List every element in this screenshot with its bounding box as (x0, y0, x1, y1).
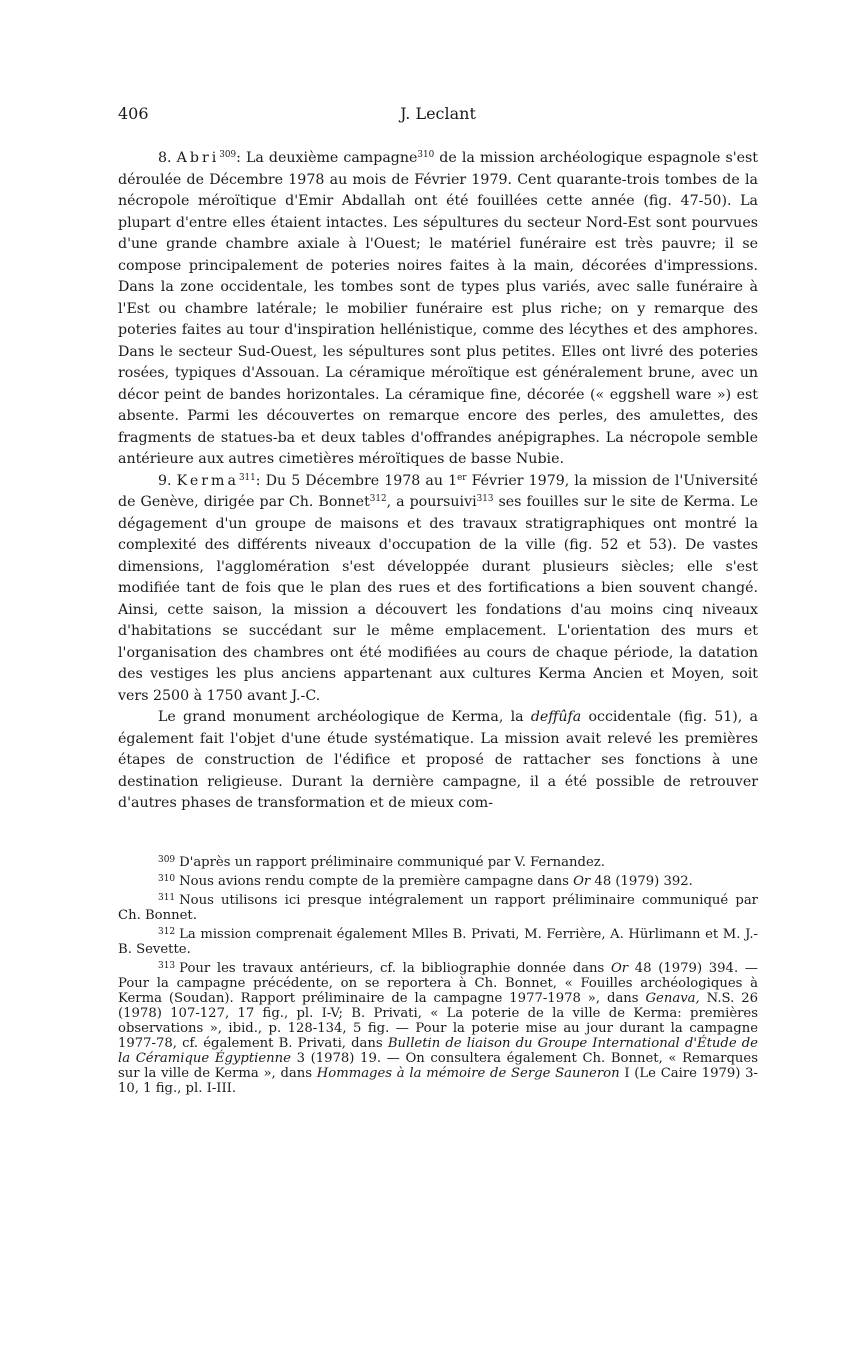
footnote-number: 310 (158, 873, 176, 884)
paragraph-text: : Du 5 Décembre 1978 au 1 (255, 472, 458, 489)
paragraph-text: : La deuxième campagne (236, 150, 418, 166)
footnote-text: 3 (1978) 19. — On consultera également Ch. Bonnet, « Remarques sur la ville de Kerma », dans (118, 1050, 758, 1081)
footnote-312 (118, 927, 758, 957)
footnote-ref-310: 310 (417, 150, 435, 161)
site-name-abri: Abri (176, 150, 220, 166)
paragraph-text: Le grand monument archéologique de Kerma, la (158, 709, 531, 725)
site-name-kerma: Kerma (176, 472, 239, 489)
footnote-text: Nous utilisons ici presque intégralement un rapport préliminaire communiqué par Ch. Bonnet. (118, 892, 758, 923)
ordinal-suffix: er (457, 472, 467, 483)
term-deffufa: deffûfa (530, 709, 582, 725)
footnote-ref-309: 309 (219, 150, 237, 161)
footnote-text: Nous avions rendu compte de la première campagne dans (179, 873, 574, 889)
page (118, 104, 758, 1096)
footnote-313 (118, 961, 758, 1096)
paragraph-text: de la mission archéologique espagnole s'est déroulée de Décembre 1978 au mois de Février 1979. Cent quarante-trois tombes de la nécropole méroïtique d'Emir Abdallah ont été fouillées cette année (fig. 47-50). La plupart d'entre elles étaient intactes. Les sépultures du secteur Nord-Est sont pourvues d'une grande chambre axiale à l'Ouest; le matériel funéraire est très pauvre; il se compose principalement de poteries noires faites à la main, décorées d'impressions. Dans la zone occidentale, les tombes sont de types plus variés, avec salle funéraire à l'Est ou chambre latérale; le mobilier funéraire est plus riche; on y remarque des poteries faites au tour d'inspiration hellénistique, comme des lécythes et des amphores. Dans le secteur Sud-Ouest, les sépultures sont plus petites. Elles ont livré des poteries rosées, typiques d'Assouan. La céramique méroïtique est généralement brune, avec un décor peint de bandes horizontales. La céramique fine, décorée (« eggshell ware ») est absente. Parmi les découvertes on remarque encore des perles, des amulettes, des fragments de statues-ba et deux tables d'offrandes anépigraphes. La nécropole semble antérieure aux autres cimetières méroïtiques de basse Nubie. (118, 150, 758, 467)
footnote-number: 313 (158, 960, 176, 971)
footnote-ref-313: 313 (476, 494, 494, 505)
footnote-ref-312: 312 (369, 494, 387, 505)
footnote-number: 312 (158, 926, 176, 937)
paragraph-text: ses fouilles sur le site de Kerma. Le dégagement d'un groupe de maisons et des travaux stratigraphiques ont montré la complexité des différents niveaux d'occupation de la ville (fig. 52 et 53). De vastes dimensions, l'agglomération s'est développée durant plusieurs siècles; elle s'est modifiée tant de fois que le plan des rues et des fortifications a bien souvent changé. Ainsi, cette saison, la mission a découvert les fondations d'au moins cinq niveaux d'habitations se succédant sur le même emplacement. L'orientation des murs et l'organisation des chambres ont été modifiées au cours de chaque période, la datation des vestiges les plus anciens appartenant aux cultures Kerma Ancien et Moyen, soit vers 2500 à 1750 avant J.-C. (118, 494, 758, 704)
paragraph-text: , a poursuivi (386, 494, 477, 510)
journal-abbrev: Or (573, 873, 591, 889)
body-text (118, 148, 758, 815)
paragraph-text: Février 1979, la mission de l'Université de Genève, dirigée par Ch. Bonnet (118, 472, 758, 510)
running-title: J. Leclant (400, 104, 476, 123)
footnote-311 (118, 893, 758, 923)
paragraph-deffufa (118, 707, 758, 815)
footnote-text: I (Le Caire 1979) 3-10, 1 fig., pl. I-III. (118, 1065, 758, 1096)
journal-abbrev: Or (610, 960, 629, 976)
footnote-text: 48 (1979) 394. — Pour la campagne précédente, on se reportera à Ch. Bonnet, « Fouilles archéologiques à Kerma (Soudan). Rapport préliminaire de la campagne 1977-1978 », dans (118, 960, 758, 1006)
paragraph-abri (118, 148, 758, 471)
paragraph-number: 9. (158, 472, 172, 489)
paragraph-kerma (118, 471, 758, 708)
running-head (118, 104, 758, 130)
footnote-number: 309 (158, 854, 176, 865)
footnote-310 (118, 874, 758, 889)
footnote-text: N.S. 26 (1978) 107-127, 17 fig., pl. I-V; B. Privati, « La poterie de la ville de Kerma: premières observations », ibid., p. 128-134, 5 fig. — Pour la poterie mise au jour durant la campagne 1977-78, cf. également B. Privati, dans (118, 990, 758, 1051)
footnote-text: La mission comprenait également Mlles B. Privati, M. Ferrière, A. Hürlimann et M. J.-B. Sevette. (118, 926, 758, 957)
book-title-hommages: Hommages à la mémoire de Serge Sauneron (316, 1065, 620, 1081)
footnotes (118, 855, 758, 1096)
paragraph-text: occidentale (fig. 51), a également fait l'objet d'une étude systématique. La mission avait relevé les premières étapes de construction de l'édifice et proposé de rattacher ses fonctions à une destination religieuse. Durant la dernière campagne, il a été possible de retrouver d'autres phases de transformation et de mieux com- (118, 709, 758, 811)
footnote-ref-311: 311 (238, 472, 256, 483)
footnote-number: 311 (158, 892, 176, 903)
journal-title-bulletin: Bulletin de liaison du Groupe International d'Étude de la Céramique Égyptienne (118, 1035, 758, 1066)
footnote-text: Pour les travaux antérieurs, cf. la bibliographie donnée dans (179, 960, 611, 976)
journal-title-genava: Genava, (645, 990, 700, 1006)
footnote-309 (118, 855, 758, 870)
page-number: 406 (118, 104, 149, 123)
paragraph-number: 8. (158, 150, 172, 166)
footnote-text: D'après un rapport préliminaire communiqué par V. Fernandez. (179, 854, 605, 870)
footnote-text: 48 (1979) 392. (590, 873, 693, 889)
